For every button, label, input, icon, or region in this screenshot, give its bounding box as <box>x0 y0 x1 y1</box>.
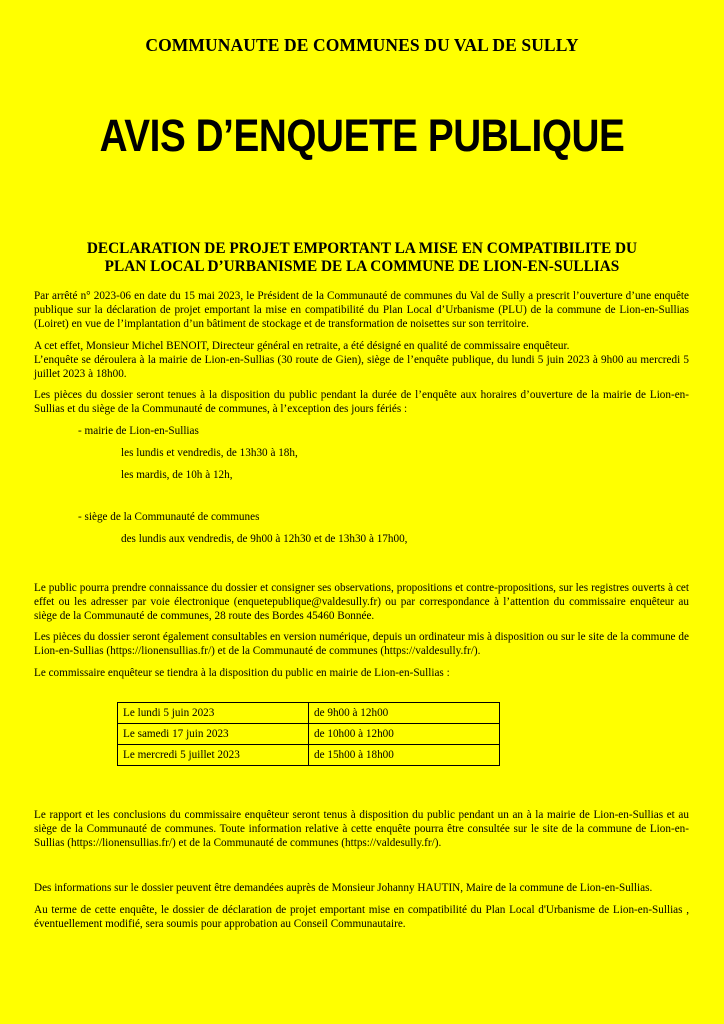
permanences-table <box>117 702 500 766</box>
permanence-time: de 9h00 à 12h00 <box>309 702 500 723</box>
enquete-dates: L’enquête se déroulera à la mairie de Lion-en-Sullias (30 route de Gien), siège de l’enquête publique, du lundi 5 juin 2023 à 9h00 au mercredi 5 juillet 2023 à 18h00. <box>34 353 689 381</box>
paragraph-approbation: Au terme de cette enquête, le dossier de déclaration de projet emportant mise en compatibilité du Plan Local d'Urbanisme de Lion-en-Sullias , éventuellement modifié, sera soumis pour approbation au Conseil Communautaire. <box>34 903 689 930</box>
permanence-time: de 10h00 à 12h00 <box>309 723 500 744</box>
organization-header: COMMUNAUTE DE COMMUNES DU VAL DE SULLY <box>145 35 579 55</box>
paragraph-informations: Des informations sur le dossier peuvent être demandées auprès de Monsieur Johanny HAUTIN, Maire de la commune de Lion-en-Sullias. <box>34 882 653 895</box>
table-row <box>118 744 500 765</box>
spacer <box>34 766 689 808</box>
paragraph-arrete: Par arrêté n° 2023-06 en date du 15 mai 2023, le Président de la Communauté de communes du Val de Sully a prescrit l’ouverture d’une enquête publique sur la déclaration de projet emportant la mise en compatibilité du Plan Local d’Urbanisme (PLU) de la commune de Lion-en-Sullias (Loiret) en vue de l’implantation d’un bâtiment de stockage et de transformation de noisettes sur son territoire. <box>34 290 689 331</box>
mairie-hours-label: - mairie de Lion-en-Sullias <box>78 424 199 437</box>
paragraph-numerique: Les pièces du dossier seront également consultables en version numérique, depuis un ordinateur mis à disposition ou sur le site de la commune de Lion-en-Sullias (https://lionensullias.fr/) et de la Communauté de communes (https://valdesully.fr/). <box>34 631 689 658</box>
spacer <box>34 555 689 581</box>
permanence-day: Le samedi 17 juin 2023 <box>118 723 309 744</box>
notice-body <box>34 289 689 938</box>
notice-subtitle <box>40 240 684 276</box>
table-row <box>118 723 500 744</box>
paragraph-observations: Le public pourra prendre connaissance du dossier et consigner ses observations, propositions et contre-propositions, sur les registres ouverts à cet effet ou les adresser par voie électronique (enquetepublique@valdesully.fr) ou par correspondance à l’attention du commissaire enquêteur au siège de la Communauté de communes, 28 route des Bordes 45460 Bonnée. <box>34 581 689 623</box>
permanence-day: Le lundi 5 juin 2023 <box>118 702 309 723</box>
spacer <box>34 857 689 881</box>
subtitle-line-2: PLAN LOCAL D’URBANISME DE LA COMMUNE DE LION-EN-SULLIAS <box>104 258 620 275</box>
subtitle-line-1: DECLARATION DE PROJET EMPORTANT LA MISE EN COMPATIBILITE DU <box>86 240 638 257</box>
commissaire-designation: A cet effet, Monsieur Michel BENOIT, Directeur général en retraite, a été désigné en qualité de commissaire enquêteur. <box>34 339 570 352</box>
permanence-time: de 15h00 à 18h00 <box>309 744 500 765</box>
paragraph-commissaire <box>34 339 689 382</box>
table-row <box>118 702 500 723</box>
mairie-hours-line-1: les lundis et vendredis, de 13h30 à 18h, <box>121 446 298 459</box>
notice-title: AVIS D’ENQUETE PUBLIQUE <box>99 110 625 161</box>
mairie-hours-line-2: les mardis, de 10h à 12h, <box>121 469 233 482</box>
paragraph-rapport: Le rapport et les conclusions du commissaire enquêteur seront tenus à disposition du public pendant un an à la mairie de Lion-en-Sullias et au siège de la Communauté de communes. Toute information relative à cette enquête pourra être consultée sur le site de la commune de Lion-en-Sullias (https://lionensullias.fr/) et de la Communauté de communes (https://valdesully.fr/). <box>34 808 689 850</box>
paragraph-consultation: Les pièces du dossier seront tenues à la disposition du public pendant la durée de l’enquête aux horaires d’ouverture de la mairie de Lion-en-Sullias et du siège de la Communauté de communes, à l’exception des jours fériés : <box>34 389 689 416</box>
permanence-day: Le mercredi 5 juillet 2023 <box>118 744 309 765</box>
spacer <box>34 490 689 510</box>
siege-hours-label: - siège de la Communauté de communes <box>78 511 260 524</box>
paragraph-permanences-intro: Le commissaire enquêteur se tiendra à la disposition du public en mairie de Lion-en-Sullias : <box>34 666 450 679</box>
siege-hours-line-1: des lundis aux vendredis, de 9h00 à 12h30 et de 13h30 à 17h00, <box>121 533 408 546</box>
